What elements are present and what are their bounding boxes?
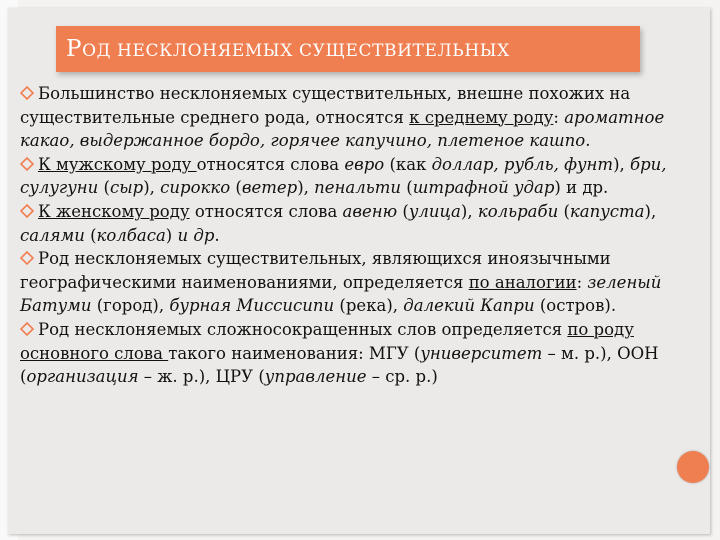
text: ),: [460, 201, 478, 221]
italic-text: колбаса: [96, 225, 166, 245]
underlined-text: по аналогии: [468, 272, 577, 292]
italic-text: сыр: [109, 178, 144, 198]
text: ),: [613, 154, 631, 174]
text: Род несклоняемых сложносокращенных слов определяется: [38, 319, 568, 339]
text: такого наименования: МГУ (: [168, 343, 421, 363]
text: (: [98, 178, 110, 198]
italic-text: сирокко: [160, 178, 231, 198]
text: (как: [384, 154, 432, 174]
underlined-text: по роду основного слова: [20, 319, 634, 363]
text: относятся слова: [189, 201, 343, 221]
diamond-bullet-icon: [20, 251, 34, 265]
italic-text: салями: [20, 225, 85, 245]
text: ): [165, 225, 178, 245]
italic-text: университет: [420, 343, 543, 363]
text: (остров).: [534, 296, 617, 316]
italic-text: улица: [408, 201, 461, 221]
text: относятся слова: [196, 154, 345, 174]
diamond-bullet-icon: [20, 86, 34, 100]
italic-text: бурная Миссисипи: [169, 296, 335, 316]
text: .: [585, 131, 591, 151]
italic-text: организация: [26, 367, 139, 387]
italic-text: управление: [264, 367, 367, 387]
underlined-text: К мужскому роду: [38, 154, 197, 174]
italic-text: зеленый Батуми: [20, 272, 662, 316]
title-text: ОД НЕСКЛОНЯЕМЫХ СУЩЕСТВИТЕЛЬНЫХ: [82, 41, 510, 61]
text: – ср. р.): [366, 367, 438, 387]
text: ) и др.: [554, 178, 609, 198]
underlined-text: К женскому роду: [38, 201, 190, 221]
text: (: [401, 178, 413, 198]
italic-text: кольраби: [477, 201, 559, 221]
diamond-bullet-icon: [20, 204, 34, 218]
italic-text: бри, сулугуни: [20, 154, 667, 198]
text: ),: [297, 178, 315, 198]
italic-text: и др: [177, 225, 215, 245]
underlined-text: к среднему роду: [409, 107, 554, 127]
italic-text: авеню: [342, 201, 398, 221]
paragraph-2: [20, 153, 692, 200]
text: (: [558, 201, 570, 221]
title-initial: Р: [66, 36, 83, 62]
paragraph-4: [20, 247, 692, 318]
text: – ж. р.), ЦРУ (: [138, 367, 265, 387]
italic-text: доллар, рубль, фунт: [431, 154, 614, 174]
text: :: [576, 272, 588, 292]
paragraph-1: [20, 82, 692, 153]
text: :: [553, 107, 565, 127]
italic-text: ароматное какао, выдержанное бордо, горячее капучино, плетеное кашпо: [20, 107, 665, 151]
text: (: [230, 178, 242, 198]
diamond-bullet-icon: [20, 157, 34, 171]
slide-corner-dot: [677, 451, 709, 483]
text: (город),: [91, 296, 170, 316]
text: Большинство несклоняемых существительных, внешне похожих на существительные среднего рода, относятся: [20, 84, 631, 127]
italic-text: пенальти: [314, 178, 402, 198]
text: (: [84, 225, 97, 245]
paragraph-5: [20, 318, 692, 389]
italic-text: далекий Капри: [403, 296, 535, 316]
italic-text: евро: [344, 154, 385, 174]
slide-body: [20, 82, 692, 389]
text: Род несклоняемых существительных, являющихся иноязычными географическими наименованиями, определяется: [20, 249, 611, 292]
text: (: [397, 201, 409, 221]
text: – м. р.), ООН (: [20, 343, 659, 387]
text: ),: [644, 201, 657, 221]
slide-title: [66, 36, 510, 62]
paragraph-3: [20, 200, 692, 247]
text: ),: [143, 178, 161, 198]
text: .: [214, 225, 220, 245]
italic-text: капуста: [569, 201, 645, 221]
diamond-bullet-icon: [20, 322, 34, 336]
text: (река),: [334, 296, 404, 316]
title-bar: [56, 26, 640, 72]
italic-text: штрафной удар: [412, 178, 555, 198]
italic-text: ветер: [241, 178, 298, 198]
